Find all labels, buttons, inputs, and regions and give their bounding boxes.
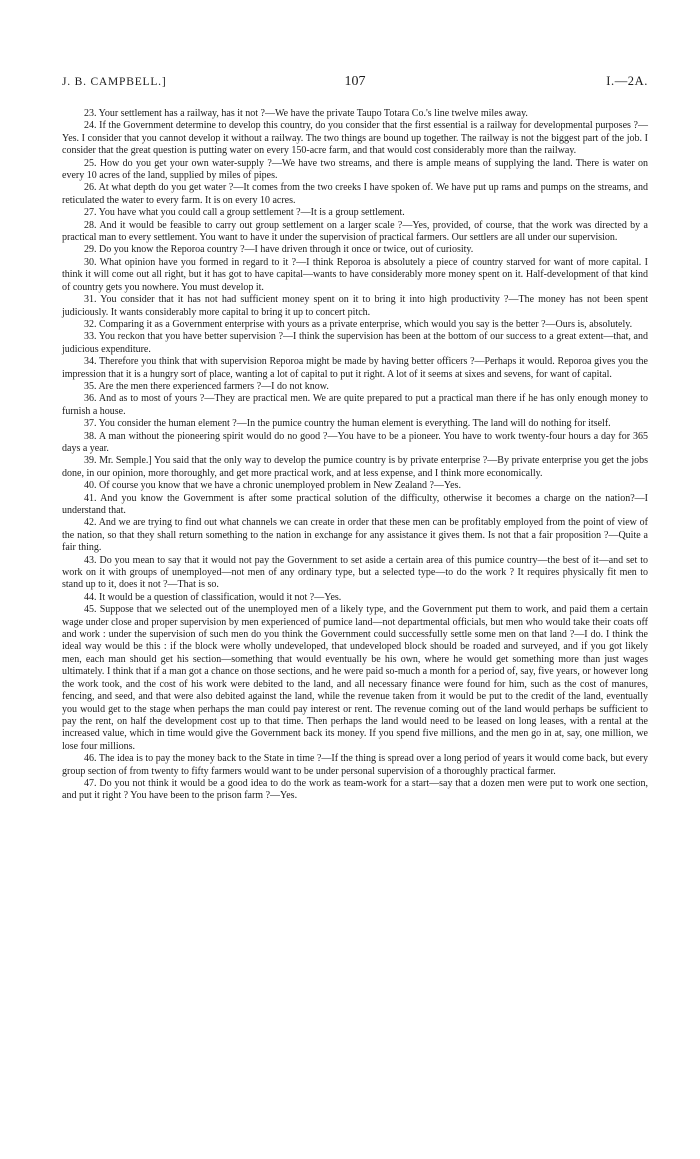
header-reference: I.—2A. [606, 74, 648, 88]
paragraph-31: 31. You consider that it has not had sufficient money spent on it to bring it into high productivity ?—The money has not been spent judiciously. It wants considerably more capital to bring it up to concert pitch. [62, 294, 648, 318]
paragraph-33: 33. You reckon that you have better supervision ?—I think the supervision has been at the bottom of our success to a great extent—that, and judicious expenditure. [62, 331, 648, 355]
paragraph-36: 36. And as to most of yours ?—They are practical men. We are quite prepared to put a practical man there if he has only enough money to furnish a house. [62, 393, 648, 417]
paragraph-38: 38. A man without the pioneering spirit would do no good ?—You have to be a pioneer. You have to work twenty-four hours a day for 365 days a year. [62, 430, 648, 454]
page-header [62, 74, 648, 100]
paragraph-25: 25. How do you get your own water-supply ?—We have two streams, and there is ample means of supplying the land. There is water on every 10 acres of the land, supplied by miles of pipes. [62, 157, 648, 182]
paragraph-28: 28. And it would be feasible to carry out group settlement on a larger scale ?—Yes, provided, of course, that the work was directed by a practical man to every settlement. You want to have it under the supervision of practical farmers. Our settlers are all under our supervision. [62, 219, 648, 244]
paragraph-35: 35. Are the men there experienced farmers ?—I do not know. [84, 380, 329, 392]
paragraph-37: 37. You consider the human element ?—In the pumice country the human element is everything. The land will do nothing for itself. [84, 418, 611, 430]
header-witness: J. B. CAMPBELL.] [62, 76, 167, 88]
paragraph-29: 29. Do you know the Reporoa country ?—I have driven through it once or twice, out of curiosity. [84, 244, 474, 256]
paragraph-34: 34. Therefore you think that with supervision Reporoa might be made by having better officers ?—Perhaps it would. Reporoa gives you the impression that it is a hungry sort of place, wanting a lot of capital to put it right. A lot of it seems at sixes and sevens, for want of capital. [62, 356, 648, 380]
paragraph-39: 39. Mr. Semple.] You said that the only way to develop the pumice country is by private enterprise ?—By private enterprise you get the jobs done, in our opinion, more thoroughly, and get more practical work, and at less expense, and I think more economically. [62, 455, 648, 479]
page-number: 107 [344, 74, 366, 89]
paragraph-26: 26. At what depth do you get water ?—It comes from the two creeks I have spoken of. We have put up rams and pumps on the streams, and reticulated the water to every farm. It is on every 10 acres. [62, 182, 648, 206]
paragraph-41: 41. And you know the Government is after some practical solution of the difficulty, otherwise it becomes a charge on the nation?—I understand that. [62, 492, 648, 516]
paragraph-30: 30. What opinion have you formed in regard to it ?—I think Reporoa is absolutely a piece of country starved for want of more capital. I think it will come out all right, but it has got to have capital—wants to have considerably more money spent on it. Half-development of that kind of country gets you nowhere. You must develop it. [62, 256, 648, 293]
paragraph-43: 43. Do you mean to say that it would not pay the Government to set aside a certain area of this pumice country—the best of it—and set to work on it with groups of unemployed—not men of any ordinary type, but a selected type—to do the work ? It requires physically fit men to stand up to it, does it not ?—That is so. [62, 554, 648, 591]
paragraph-42: 42. And we are trying to find out what channels we can create in order that these men can be profitably employed from the point of view of the nation, so that they shall return something to the nation in exchange for any assistance it gives them. Is not that a fair proposition ?—Quite a fair thing. [62, 517, 648, 554]
paragraph-45: 45. Suppose that we selected out of the unemployed men of a likely type, and the Government put them to work, and paid them a certain wage under close and proper supervision by men experienced of pumice land—not departmental officials, but men who would take their coats off and work : under the supervision of such men do you think the Government could successfully settle some men on that land ?—I do. I think the ideal way would be this : if the block were wholly undeveloped, that undeveloped block should be roaded and surveyed, and if you got likely men, each man should get his section—something that would eventually be his own, where he would get something more than just wages ultimately. I think that if a man got a chance on those sections, and he were paid so-much a month for a period of, say, five years, or however long the work took, and the cost of his work were debited to the land, and all necessary finance were found for him, such as the cost of manures, fencing, and seed, and that were also debited against the land, while the revenue taken from it would be put to the credit of the land, eventually you would get to the stage when perhaps the man could pay interest or rent. The revenue coming out of the land would perhaps be sufficient to pay the rent, on half the development cost up to that time. Then perhaps the land would need to be leased on long leases, with a rental at the increased value, which in time would give the Government back its money. If you spend five millions, and the men go in at, say, one million, we lose four millions. [62, 604, 648, 752]
paragraph-40: 40. Of course you know that we have a chronic unemployed problem in New Zealand ?—Yes. [84, 480, 461, 492]
paragraph-44: 44. It would be a question of classification, would it not ?—Yes. [84, 591, 342, 603]
paragraph-47: 47. Do you not think it would be a good idea to do the work as team-work for a start—say that a dozen men were put to work one section, and put it right ? You have been to the prison farm ?—Yes. [62, 777, 648, 802]
paragraph-23: 23. Your settlement has a railway, has it not ?—We have the private Taupo Totara Co.'s line twelve miles away. [84, 108, 528, 119]
document-body [62, 108, 648, 803]
paragraph-46: 46. The idea is to pay the money back to the State in time ?—If the thing is spread over a long period of years it would come back, but every group section of from twenty to fifty farmers would want to be under personal supervision of a thoroughly practical farmer. [62, 753, 648, 777]
paragraph-32: 32. Comparing it as a Government enterprise with yours as a private enterprise, which would you say is the better ?—Ours is, absolutely. [84, 318, 633, 330]
paragraph-24: 24. If the Government determine to develop this country, do you consider that the first essential is a railway for developmental purposes ?—Yes. I consider that you cannot develop it without a railway. The two things are bound up together. The railway is not the biggest part of the job. I consider that the great question is putting water on every 150-acre farm, and that would cost considerably more than the railway. [62, 120, 648, 157]
paragraph-27: 27. You have what you could call a group settlement ?—It is a group settlement. [84, 207, 405, 219]
